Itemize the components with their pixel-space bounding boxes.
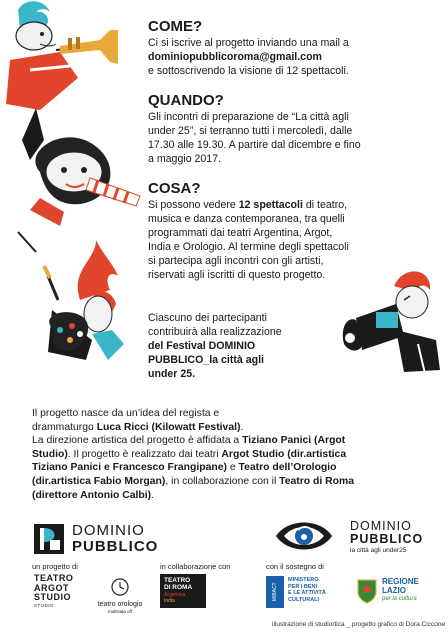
bold-text: (dir.artistica Fabio Morgan)	[32, 475, 166, 487]
ciascuno-line: Ciascuno dei partecipanti	[148, 312, 267, 324]
illustration-credits: illustrazione di studiortica _ progetto grafico di Dora Ciccone	[272, 621, 446, 628]
teatro-argot-logo	[34, 574, 78, 608]
ciascuno-line	[148, 353, 348, 367]
text: .	[240, 421, 244, 433]
regione-sub: per la cultura	[382, 596, 417, 602]
ministero-line: MINISTERO	[288, 577, 319, 583]
bold-text: Argot Studio (dir.artistica	[221, 448, 347, 460]
pubblico-line: PUBBLICO	[350, 532, 424, 546]
email-address[interactable]: dominiopubblicoroma@gmail.com	[148, 51, 322, 63]
come-heading: COME?	[148, 18, 203, 35]
bold-text: Tiziano Panici (Argot	[242, 435, 346, 447]
ciascuno-line: contribuirà alla realizzazione	[148, 326, 282, 338]
tdr-line: TEATRO	[164, 577, 191, 584]
dominio-line: DOMINIO	[350, 519, 412, 533]
dominio-wordmark	[72, 523, 158, 555]
argot-line: ARGOT	[34, 582, 69, 593]
ministero-logo	[266, 576, 352, 610]
come-line2: e sottoscrivendo la visione di 12 spettacoli.	[148, 65, 349, 77]
regione-line: LAZIO	[382, 585, 406, 595]
bold-text: (direttore Antonio Calbi)	[32, 489, 152, 501]
cosa-line: musica e danza contemporanea, tra quelli	[148, 213, 345, 225]
painter-illustration	[44, 240, 124, 360]
argot-line: TEATRO	[34, 573, 74, 583]
festival-subtitle: la città agli under25	[350, 547, 407, 554]
credits-paragraph	[32, 407, 432, 502]
quando-line: 17.30 alle 19.30. A partire dal dicembre e fino	[148, 139, 361, 151]
text: La direzione artistica del progetto è affidata a	[32, 435, 243, 447]
tdr-sub: Argentina	[164, 592, 186, 598]
bold-text: Teatro di Roma	[279, 475, 355, 487]
argot-line: STUDIO	[34, 592, 72, 602]
clock-icon	[90, 578, 150, 596]
teatro-orologio-logo	[90, 578, 150, 612]
argot-small: STUDIO	[34, 602, 55, 608]
ministero-line: E LE ATTIVITÀ	[288, 590, 326, 597]
cosa-line: si partecipa agli incontri con gli artisti,	[148, 255, 324, 267]
cosa-text: di teatro,	[302, 199, 348, 211]
cosa-line: riservati agli iscritti di questo progetto.	[148, 269, 326, 281]
ministero-line: CULTURALI	[288, 596, 320, 603]
regione-line: REGIONE	[382, 577, 419, 586]
come-email[interactable]	[148, 50, 438, 64]
paragraph-1	[32, 407, 432, 434]
quando-heading: QUANDO?	[148, 92, 224, 109]
dominio-line: DOMINIO	[72, 522, 145, 539]
bold-text: Studio)	[32, 448, 68, 460]
text: drammaturgo	[32, 421, 97, 433]
ciascuno-bold: under 25.	[148, 368, 196, 380]
cameraman-illustration	[343, 271, 440, 378]
ciascuno-line	[148, 339, 348, 353]
pubblico-line: PUBBLICO	[72, 538, 159, 555]
ciascuno-line	[148, 367, 348, 381]
text: e	[226, 462, 239, 474]
teatro-di-roma-logo	[160, 574, 206, 608]
quando-line: a maggio 2017.	[148, 153, 222, 165]
bold-text: Tiziano Panici e Francesco Frangipane)	[32, 462, 227, 474]
regione-lazio-logo	[356, 576, 436, 608]
in-collaborazione-label: in collaborazione con	[160, 562, 231, 571]
quando-section	[148, 92, 443, 166]
cosa-section	[148, 180, 443, 282]
quando-line: Gli incontri di preparazione de “La città agli	[148, 111, 349, 123]
trumpet-player-illustration	[6, 1, 118, 160]
un-progetto-di-label: un progetto di	[32, 562, 78, 571]
regione-crest-icon	[356, 578, 378, 604]
quando-line: under 25”, si terranno tutti i mercoledì, dalle	[148, 125, 353, 137]
orologio-wordmark: teatro orologio	[97, 601, 143, 608]
cosa-heading: COSA?	[148, 180, 201, 197]
text: .	[151, 489, 154, 501]
ciascuno-section	[148, 311, 348, 381]
ministero-line: PER I BENI	[288, 583, 318, 590]
festival-wordmark	[350, 520, 423, 555]
cosa-line: programmati dai teatri Argentina, Argot,	[148, 227, 333, 239]
clown-illustration	[18, 137, 140, 252]
cosa-bold: 12 spettacoli	[238, 199, 303, 211]
text: . Il progetto è realizzato dai teatri	[67, 448, 222, 460]
come-section	[148, 18, 438, 78]
con-sostegno-label: con il sostegno di	[266, 562, 324, 571]
bold-text: Teatro dell’Orologio	[238, 462, 337, 474]
ciascuno-bold: PUBBLICO_la città agli	[148, 354, 264, 366]
cosa-line	[148, 198, 443, 212]
bold-text: Luca Ricci (Kilowatt Festival)	[96, 421, 241, 433]
tdr-line: DI ROMA	[164, 584, 193, 591]
cosa-line: India e Orologio. Al termine degli spettacoli	[148, 241, 349, 253]
cosa-text: Si possono vedere	[148, 199, 239, 211]
orologio-sub: multisala off	[108, 609, 132, 614]
ciascuno-bold: del Festival DOMINIO	[148, 340, 256, 352]
dominio-pubblico-logo	[32, 522, 162, 558]
tdr-sub2: India	[164, 598, 175, 604]
text: Il progetto nasce da un’idea del regista e	[32, 408, 220, 419]
mibact-mark: MiBACT	[266, 576, 284, 608]
come-line1: Ci si iscrive al progetto inviando una mail a	[148, 37, 349, 49]
dominio-pubblico-festival-logo	[272, 516, 442, 560]
eye-icon	[272, 516, 336, 556]
text: , in collaborazione con il	[165, 475, 280, 487]
paragraph-2	[32, 434, 432, 502]
dominio-mark-icon	[32, 522, 66, 556]
